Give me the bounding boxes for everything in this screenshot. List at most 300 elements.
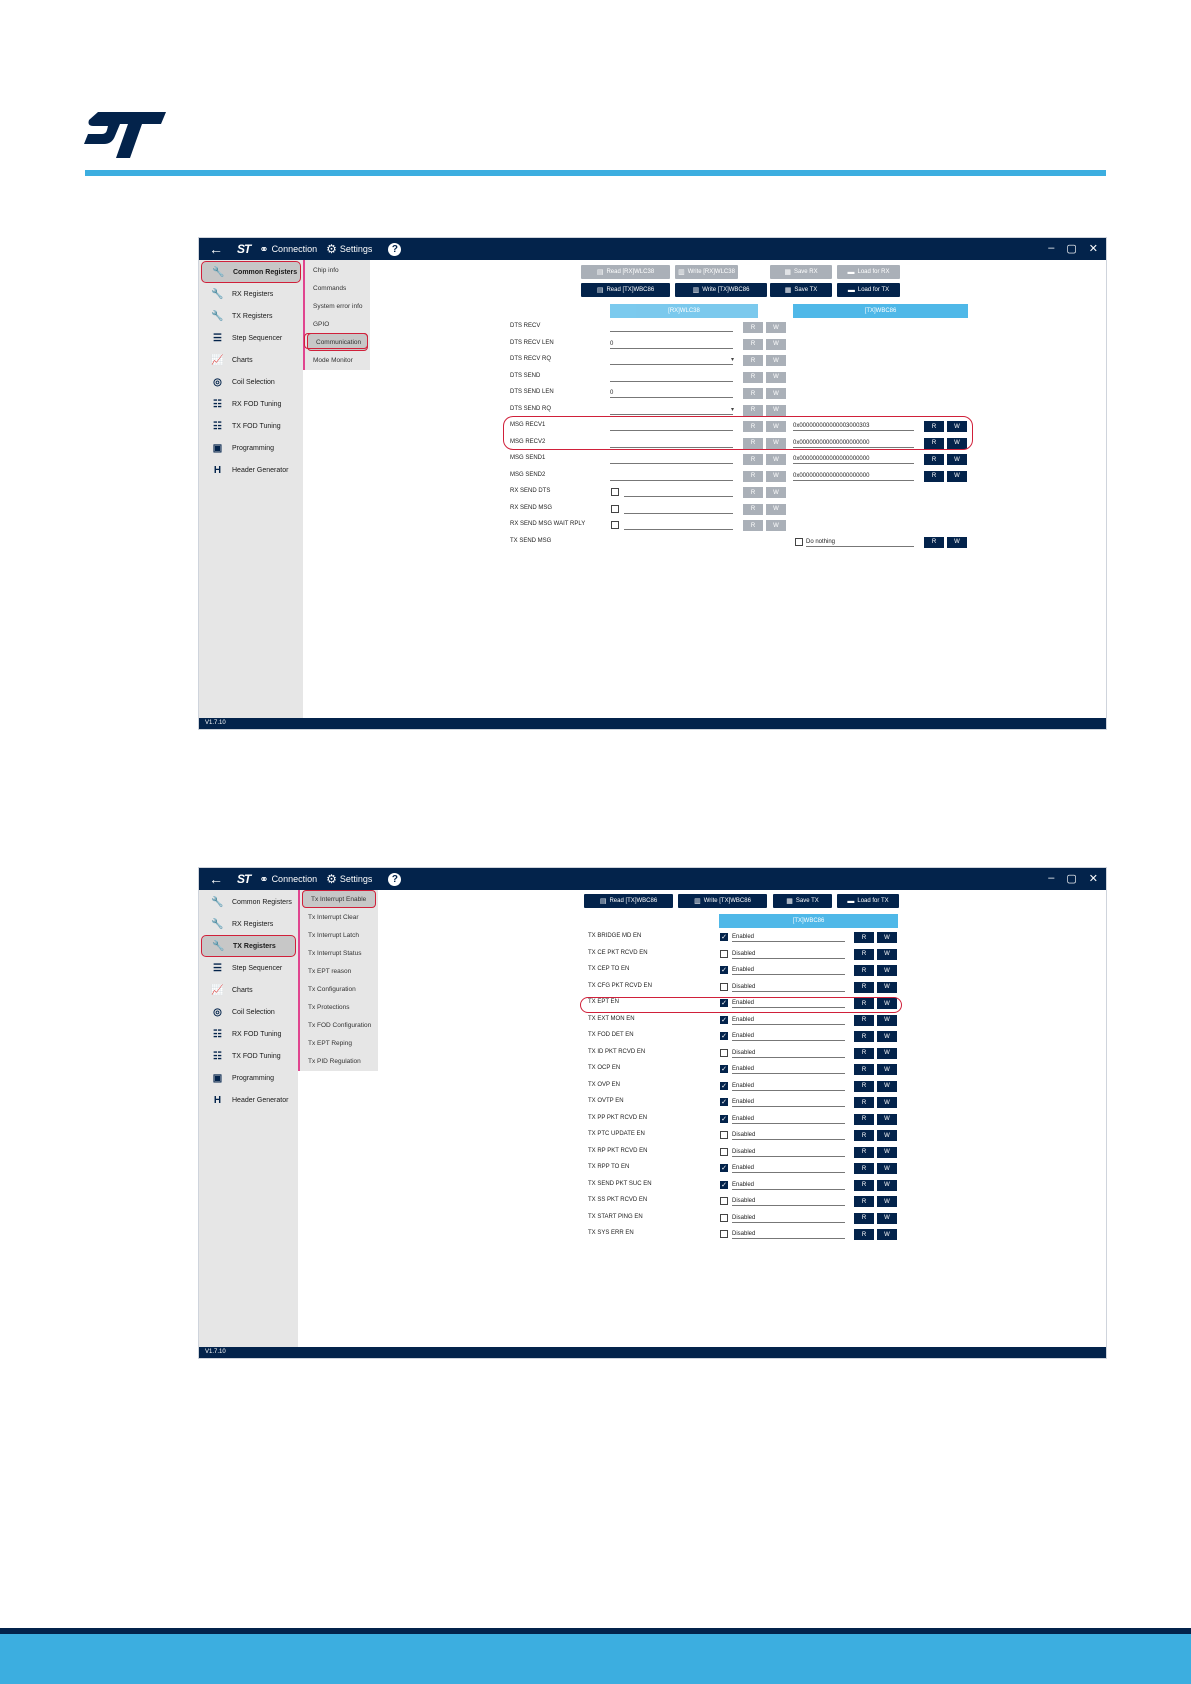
write-button[interactable]: W: [766, 438, 786, 449]
folder-icon: ▬: [847, 286, 855, 294]
write-button[interactable]: W: [947, 471, 967, 482]
read-button[interactable]: R: [743, 339, 763, 350]
write-button[interactable]: W: [766, 471, 786, 482]
rx-value-field[interactable]: [610, 355, 733, 365]
value-field[interactable]: Disabled: [732, 1130, 845, 1140]
read-button[interactable]: R: [743, 372, 763, 383]
maximize-icon[interactable]: ▢: [1066, 873, 1077, 885]
value-field[interactable]: Disabled: [732, 982, 845, 992]
sidebar-item-label: Header Generator: [232, 466, 289, 474]
write-button[interactable]: W: [766, 388, 786, 399]
write-button[interactable]: W: [877, 998, 897, 1009]
rx-value-field[interactable]: [624, 487, 733, 497]
register-label-rx-send-msg: RX SEND MSG: [510, 504, 553, 511]
window-controls: [1048, 872, 1098, 885]
write-button[interactable]: W: [766, 355, 786, 366]
wrench-icon: 🔧: [212, 940, 225, 952]
sidebar-item-programming[interactable]: [201, 437, 301, 459]
submenu: [298, 890, 378, 1071]
enable-checkbox[interactable]: ✓: [721, 934, 727, 941]
enable-checkbox[interactable]: ✓: [721, 1082, 727, 1090]
folder-icon: ▬: [847, 268, 855, 276]
button-label: Load for TX: [857, 898, 889, 904]
submenu-item-gpio[interactable]: GPIO: [313, 320, 330, 328]
register-label-tx-rp-pkt-rcvd-en: TX RP PKT RCVD EN: [588, 1147, 648, 1154]
register-label-dts-send: DTS SEND: [510, 372, 541, 379]
read-button[interactable]: R: [743, 438, 763, 449]
header-rule: [85, 170, 1106, 176]
read-button[interactable]: R: [854, 932, 874, 943]
value-field[interactable]: Disabled: [732, 1147, 845, 1157]
screenshot-common-registers: [198, 237, 1107, 730]
read-button[interactable]: R: [854, 1130, 874, 1141]
sidebar-item-coil-selection[interactable]: [201, 371, 301, 393]
sidebar-item-label: RX FOD Tuning: [232, 400, 282, 408]
write-button[interactable]: W: [877, 1015, 897, 1026]
value-field[interactable]: Enabled: [732, 1081, 845, 1091]
read-tx-button[interactable]: [581, 283, 670, 297]
read-button[interactable]: R: [924, 438, 944, 449]
register-label-msg-send2: MSG SEND2: [510, 471, 546, 478]
chart-icon: 📈: [211, 984, 224, 996]
value-field[interactable]: Enabled: [732, 1064, 845, 1074]
target-icon: ◎: [213, 376, 222, 388]
help-icon[interactable]: ?: [388, 243, 401, 256]
write-button[interactable]: W: [766, 322, 786, 333]
enable-checkbox[interactable]: ✓: [721, 1033, 727, 1040]
highlight-msg-recv: [503, 416, 973, 450]
sidebar-item-step-sequencer[interactable]: [201, 957, 296, 979]
read-button[interactable]: R: [854, 965, 874, 976]
read-button[interactable]: R: [854, 1064, 874, 1075]
enable-checkbox[interactable]: ✓: [721, 1016, 727, 1024]
save-icon: ▦: [786, 898, 793, 905]
register-label-tx-cep-to-en: TX CEP TO EN: [588, 966, 630, 972]
register-label-tx-ovtp-en: TX OVTP EN: [588, 1098, 624, 1104]
register-label-dts-recv-rq: DTS RECV RQ: [510, 356, 552, 362]
write-button[interactable]: W: [766, 454, 786, 465]
read-button[interactable]: R: [854, 1015, 874, 1026]
sidebar-item-label: Common Registers: [232, 898, 292, 906]
read-button[interactable]: R: [743, 520, 763, 531]
read-button[interactable]: R: [854, 1097, 874, 1108]
rx-value-field[interactable]: [624, 520, 733, 530]
read-button[interactable]: R: [924, 471, 944, 482]
rx-value-field[interactable]: [624, 504, 733, 514]
rx-value-field[interactable]: [610, 471, 733, 481]
register-label-dts-recv-len: DTS RECV LEN: [510, 339, 554, 346]
write-button[interactable]: W: [877, 1163, 897, 1174]
button-label: Read [RX]WLC38: [606, 269, 655, 275]
read-button[interactable]: R: [854, 949, 874, 960]
sidebar-item-rx-registers[interactable]: [201, 283, 301, 305]
write-button[interactable]: W: [877, 1064, 897, 1075]
rx-checkbox[interactable]: [611, 521, 619, 529]
rx-value-field[interactable]: [610, 405, 733, 415]
list-icon: ☰: [213, 332, 222, 344]
highlight-communication: [304, 333, 368, 349]
value-field[interactable]: Enabled: [732, 1031, 845, 1041]
write-button[interactable]: W: [877, 1213, 897, 1224]
back-arrow-icon[interactable]: ←: [209, 871, 223, 887]
enable-checkbox[interactable]: [720, 950, 728, 958]
window-controls: [1048, 242, 1098, 255]
value-field[interactable]: Enabled: [732, 1097, 845, 1107]
rx-value-field[interactable]: [610, 372, 733, 382]
rx-value-field[interactable]: 0: [610, 388, 733, 398]
header-icon: H: [213, 464, 222, 476]
enable-checkbox[interactable]: ✓: [721, 967, 727, 974]
register-label-tx-pp-pkt-rcvd-en: TX PP PKT RCVD EN: [588, 1114, 648, 1121]
enable-checkbox[interactable]: ✓: [721, 1099, 727, 1106]
enable-checkbox[interactable]: ✓: [721, 1066, 727, 1073]
enable-checkbox[interactable]: [720, 1214, 728, 1222]
tx-value-field[interactable]: Do nothing: [806, 537, 914, 547]
version-label: V1.7.10: [199, 1347, 1106, 1358]
submenu: [303, 260, 370, 370]
rx-value-field[interactable]: [610, 454, 733, 464]
close-icon[interactable]: ✕: [1088, 243, 1098, 255]
screenshot-tx-registers: [198, 867, 1107, 1359]
minimize-icon[interactable]: –: [1048, 242, 1055, 254]
sidebar-item-label: Charts: [232, 356, 253, 364]
sidebar-item-charts[interactable]: [201, 349, 301, 371]
sidebar-item-tx-fod-tuning[interactable]: [201, 1045, 296, 1067]
write-button[interactable]: W: [877, 1097, 897, 1108]
submenu-item-tx-interrupt-enable[interactable]: Tx Interrupt Enable: [302, 890, 376, 908]
write-button[interactable]: W: [947, 537, 967, 548]
button-label: Write [RX]WLC38: [687, 269, 735, 275]
load-rx-button[interactable]: [837, 265, 900, 279]
read-button[interactable]: R: [743, 504, 763, 515]
value-field[interactable]: Disabled: [732, 1213, 845, 1223]
read-button[interactable]: R: [854, 1114, 874, 1125]
write-icon: ▥: [692, 287, 700, 294]
title-bar: [199, 238, 1106, 260]
read-button[interactable]: R: [854, 982, 874, 993]
button-label: Load for TX: [857, 287, 890, 293]
button-label: Save TX: [794, 287, 818, 293]
enable-checkbox[interactable]: [720, 1131, 728, 1139]
register-label-tx-cfg-pkt-rcvd-en: TX CFG PKT RCVD EN: [588, 982, 652, 989]
sidebar-item-programming[interactable]: [201, 1067, 296, 1089]
read-button[interactable]: R: [743, 454, 763, 465]
read-button[interactable]: R: [743, 487, 763, 498]
close-icon[interactable]: ✕: [1088, 873, 1098, 885]
button-label: Read [TX]WBC86: [606, 287, 655, 293]
write-tx-button[interactable]: [678, 894, 767, 908]
sidebar-item-label: TX FOD Tuning: [232, 1052, 281, 1060]
maximize-icon[interactable]: ▢: [1066, 243, 1077, 255]
save-rx-button[interactable]: [770, 265, 832, 279]
value-field[interactable]: Enabled: [732, 1163, 845, 1173]
tx-value-field[interactable]: 0x000000000000000000000: [793, 454, 914, 464]
load-tx-button[interactable]: [837, 894, 899, 908]
read-button[interactable]: R: [854, 1180, 874, 1191]
register-label-tx-start-ping-en: TX START PING EN: [588, 1213, 643, 1220]
sidebar-item-label: Programming: [232, 1074, 275, 1082]
sidebar-item-tx-registers[interactable]: [201, 305, 301, 327]
register-label-rx-send-msg-wait-rply: RX SEND MSG WAIT RPLY: [510, 521, 586, 527]
write-icon: ▥: [678, 269, 685, 276]
read-icon: ▤: [596, 287, 604, 294]
help-icon[interactable]: ?: [388, 873, 401, 886]
sidebar-item-label: Step Sequencer: [232, 334, 283, 342]
write-button[interactable]: W: [766, 339, 786, 350]
read-button[interactable]: R: [743, 405, 763, 416]
submenu-item-chip-info[interactable]: Chip info: [313, 266, 339, 274]
enable-checkbox[interactable]: [720, 1148, 728, 1156]
chevron-down-icon[interactable]: ▾: [731, 406, 735, 413]
read-icon: ▤: [599, 898, 607, 905]
submenu-item-tx-interrupt-status[interactable]: Tx Interrupt Status: [308, 949, 362, 957]
rx-checkbox[interactable]: [611, 505, 619, 513]
register-label-tx-ptc-update-en: TX PTC UPDATE EN: [588, 1131, 645, 1137]
sidebar-item-tx-fod-tuning[interactable]: [201, 415, 301, 437]
connection-button[interactable]: ⚭ Connection: [259, 243, 318, 256]
write-button[interactable]: W: [877, 932, 897, 943]
write-button[interactable]: W: [766, 487, 786, 498]
folder-icon: ▬: [847, 897, 855, 905]
load-tx-button[interactable]: [837, 283, 900, 297]
register-label-tx-sys-err-en: TX SYS ERR EN: [588, 1230, 634, 1236]
register-label-tx-bridge-md-en: TX BRIDGE MD EN: [588, 933, 642, 939]
value-field[interactable]: Disabled: [732, 949, 845, 959]
read-button[interactable]: R: [854, 1196, 874, 1207]
enable-checkbox[interactable]: [720, 1049, 728, 1057]
chart-icon: 📈: [211, 354, 224, 366]
wrench-icon: 🔧: [211, 896, 224, 908]
register-label-tx-ss-pkt-rcvd-en: TX SS PKT RCVD EN: [588, 1197, 648, 1203]
sidebar-item-tx-registers[interactable]: [201, 935, 296, 957]
register-label-rx-send-dts: RX SEND DTS: [510, 488, 551, 494]
read-button[interactable]: R: [854, 1229, 874, 1240]
write-button[interactable]: W: [877, 1196, 897, 1207]
write-button[interactable]: W: [877, 1130, 897, 1141]
submenu-item-tx-ept-reason[interactable]: Tx EPT reason: [308, 967, 352, 975]
read-tx-button[interactable]: [584, 894, 673, 908]
write-button[interactable]: W: [947, 421, 967, 432]
sidebar-item-common-registers[interactable]: [201, 891, 296, 913]
value-field[interactable]: Disabled: [732, 1196, 845, 1206]
write-button[interactable]: W: [877, 1081, 897, 1092]
register-label-tx-send-msg: TX SEND MSG: [510, 537, 552, 544]
submenu-item-tx-configuration[interactable]: Tx Configuration: [308, 985, 356, 993]
submenu-item-tx-pid-regulation[interactable]: Tx PID Regulation: [308, 1057, 361, 1065]
sidebar-item-header-generator[interactable]: [201, 1089, 296, 1111]
write-button[interactable]: W: [766, 405, 786, 416]
register-label-msg-recv1: MSG RECV1: [510, 422, 546, 428]
read-button[interactable]: R: [924, 537, 944, 548]
connection-icon: ⚭: [259, 873, 269, 886]
sidebar-item-label: RX Registers: [232, 920, 274, 928]
chevron-down-icon[interactable]: ▾: [731, 357, 735, 363]
settings-button[interactable]: ⚙ Settings: [326, 872, 373, 886]
enable-checkbox[interactable]: ✓: [721, 1165, 727, 1172]
write-rx-button[interactable]: [675, 265, 738, 279]
wrench-icon: 🔧: [211, 310, 224, 322]
tx-value-field[interactable]: 0x000000000000000000000: [793, 471, 914, 481]
tx-checkbox[interactable]: [795, 538, 803, 546]
back-arrow-icon[interactable]: ←: [209, 241, 223, 257]
sidebar-item-label: Step Sequencer: [232, 964, 283, 972]
register-label-dts-recv: DTS RECV: [510, 323, 541, 329]
read-button[interactable]: R: [924, 421, 944, 432]
st-logo: [84, 112, 166, 158]
sidebar-item-label: Coil Selection: [232, 1008, 275, 1016]
enable-checkbox[interactable]: [720, 983, 728, 991]
save-icon: ▦: [784, 287, 792, 294]
rx-value-field[interactable]: 0: [610, 339, 733, 349]
write-button[interactable]: W: [766, 372, 786, 383]
enable-checkbox[interactable]: ✓: [721, 1181, 727, 1189]
chip-icon: ▣: [212, 1072, 223, 1084]
gear-icon: ⚙: [326, 242, 337, 256]
sidebar-item-label: Programming: [232, 444, 275, 452]
read-button[interactable]: R: [854, 1081, 874, 1092]
write-tx-button[interactable]: [675, 283, 767, 297]
button-label: Load for RX: [857, 269, 890, 275]
tx-column-header: [TX]WBC86: [719, 914, 898, 928]
register-label-tx-send-pkt-suc-en: TX SEND PKT SUC EN: [588, 1180, 652, 1187]
save-icon: ▦: [784, 269, 791, 276]
read-button[interactable]: R: [924, 454, 944, 465]
submenu-item-commands[interactable]: Commands: [313, 284, 347, 292]
save-tx-button[interactable]: [773, 894, 832, 908]
sidebar-item-common-registers[interactable]: [201, 261, 301, 283]
register-label-tx-ext-mon-en: TX EXT MON EN: [588, 1015, 635, 1022]
register-label-msg-recv2: MSG RECV2: [510, 438, 546, 445]
header-icon: H: [213, 1094, 222, 1106]
sidebar-item-label: RX Registers: [232, 290, 274, 298]
write-button[interactable]: W: [766, 520, 786, 531]
value-field[interactable]: Enabled: [732, 932, 845, 942]
write-button[interactable]: W: [877, 965, 897, 976]
chip-icon: ▣: [212, 442, 223, 454]
button-label: Write [TX]WBC86: [702, 287, 750, 293]
rx-checkbox[interactable]: [611, 488, 619, 496]
sidebar-item-rx-registers[interactable]: [201, 913, 296, 935]
value-field[interactable]: Enabled: [732, 965, 845, 975]
read-button[interactable]: R: [854, 1147, 874, 1158]
tx-value-field[interactable]: 0x000000000000003000303: [793, 421, 914, 431]
rx-value-field[interactable]: [610, 322, 733, 332]
write-button[interactable]: W: [877, 1180, 897, 1191]
submenu-item-tx-ept-reping[interactable]: Tx EPT Reping: [308, 1039, 352, 1047]
write-button[interactable]: W: [947, 454, 967, 465]
submenu-item-mode-monitor[interactable]: Mode Monitor: [313, 356, 353, 364]
value-field[interactable]: Enabled: [732, 998, 845, 1008]
register-label-dts-send-len: DTS SEND LEN: [510, 389, 554, 395]
connection-button[interactable]: ⚭ Connection: [259, 873, 318, 886]
enable-checkbox[interactable]: [720, 1197, 728, 1205]
write-button[interactable]: W: [877, 1114, 897, 1125]
sidebar-item-label: Charts: [232, 986, 253, 994]
sliders-icon: ☷: [213, 420, 222, 432]
sidebar-item-label: TX Registers: [233, 942, 276, 950]
register-label-dts-send-rq: DTS SEND RQ: [510, 405, 552, 412]
register-label-msg-send1: MSG SEND1: [510, 455, 546, 461]
write-button[interactable]: W: [877, 1031, 897, 1042]
read-button[interactable]: R: [743, 388, 763, 399]
enable-checkbox[interactable]: [720, 1230, 728, 1238]
read-button[interactable]: R: [854, 1213, 874, 1224]
highlight-tx-ept-en: [580, 997, 902, 1013]
submenu-item-tx-protections[interactable]: Tx Protections: [308, 1003, 350, 1011]
read-button[interactable]: R: [743, 322, 763, 333]
write-button[interactable]: W: [877, 982, 897, 993]
read-button[interactable]: R: [854, 1031, 874, 1042]
value-field[interactable]: Enabled: [732, 1114, 845, 1124]
register-label-tx-ept-en: TX EPT EN: [588, 999, 619, 1005]
value-field[interactable]: Enabled: [732, 1015, 845, 1025]
read-button[interactable]: R: [743, 471, 763, 482]
write-button[interactable]: W: [766, 421, 786, 432]
button-label: Read [TX]WBC86: [609, 898, 658, 904]
sidebar-item-header-generator[interactable]: [201, 459, 301, 481]
sidebar-item-charts[interactable]: [201, 979, 296, 1001]
sliders-icon: ☷: [213, 398, 222, 410]
sidebar-item-label: Header Generator: [232, 1096, 289, 1104]
register-label-tx-ce-pkt-rcvd-en: TX CE PKT RCVD EN: [588, 949, 648, 956]
button-label: Write [TX]WBC86: [703, 898, 751, 904]
sidebar-item-coil-selection[interactable]: [201, 1001, 296, 1023]
st-logo-small: ST: [237, 242, 251, 256]
register-label-tx-rpp-to-en: TX RPP TO EN: [588, 1164, 630, 1170]
st-logo-small: ST: [237, 872, 251, 886]
settings-button[interactable]: ⚙ Settings: [326, 242, 373, 256]
minimize-icon[interactable]: –: [1048, 872, 1055, 884]
sidebar: [199, 260, 303, 720]
write-button[interactable]: W: [766, 504, 786, 515]
value-field[interactable]: Enabled: [732, 1180, 845, 1190]
enable-checkbox[interactable]: ✓: [721, 1000, 727, 1007]
write-button[interactable]: W: [947, 438, 967, 449]
tx-value-field[interactable]: 0x000000000000000000000: [793, 438, 914, 448]
read-button[interactable]: R: [743, 421, 763, 432]
read-button[interactable]: R: [854, 1048, 874, 1059]
write-button[interactable]: W: [877, 1229, 897, 1240]
read-button[interactable]: R: [854, 998, 874, 1009]
submenu-item-tx-interrupt-clear[interactable]: Tx Interrupt Clear: [308, 913, 359, 921]
read-rx-button[interactable]: [581, 265, 670, 279]
write-button[interactable]: W: [877, 949, 897, 960]
sidebar-item-label: RX FOD Tuning: [232, 1030, 282, 1038]
sliders-icon: ☷: [213, 1050, 222, 1062]
sidebar: [199, 890, 298, 1349]
sidebar-item-label: TX Registers: [232, 312, 273, 320]
enable-checkbox[interactable]: ✓: [721, 1115, 727, 1123]
read-button[interactable]: R: [743, 355, 763, 366]
read-button[interactable]: R: [854, 1163, 874, 1174]
rx-column-header: [RX]WLC38: [610, 304, 758, 318]
register-label-tx-ovp-en: TX OVP EN: [588, 1081, 620, 1088]
footer-rule: [0, 1628, 1191, 1634]
submenu-item-system-error-info[interactable]: System error info: [313, 302, 363, 310]
submenu-item-tx-interrupt-latch[interactable]: Tx Interrupt Latch: [308, 931, 359, 939]
write-button[interactable]: W: [877, 1048, 897, 1059]
sidebar-item-step-sequencer[interactable]: [201, 327, 301, 349]
value-field[interactable]: Disabled: [732, 1048, 845, 1058]
value-field[interactable]: Disabled: [732, 1229, 845, 1239]
save-tx-button[interactable]: [770, 283, 832, 297]
submenu-item-communication[interactable]: Communication: [307, 333, 368, 351]
write-button[interactable]: W: [877, 1147, 897, 1158]
sidebar-item-rx-fod-tuning[interactable]: [201, 393, 301, 415]
button-label: Save RX: [793, 269, 818, 275]
sidebar-item-rx-fod-tuning[interactable]: [201, 1023, 296, 1045]
submenu-item-tx-fod-configuration[interactable]: Tx FOD Configuration: [308, 1021, 372, 1029]
